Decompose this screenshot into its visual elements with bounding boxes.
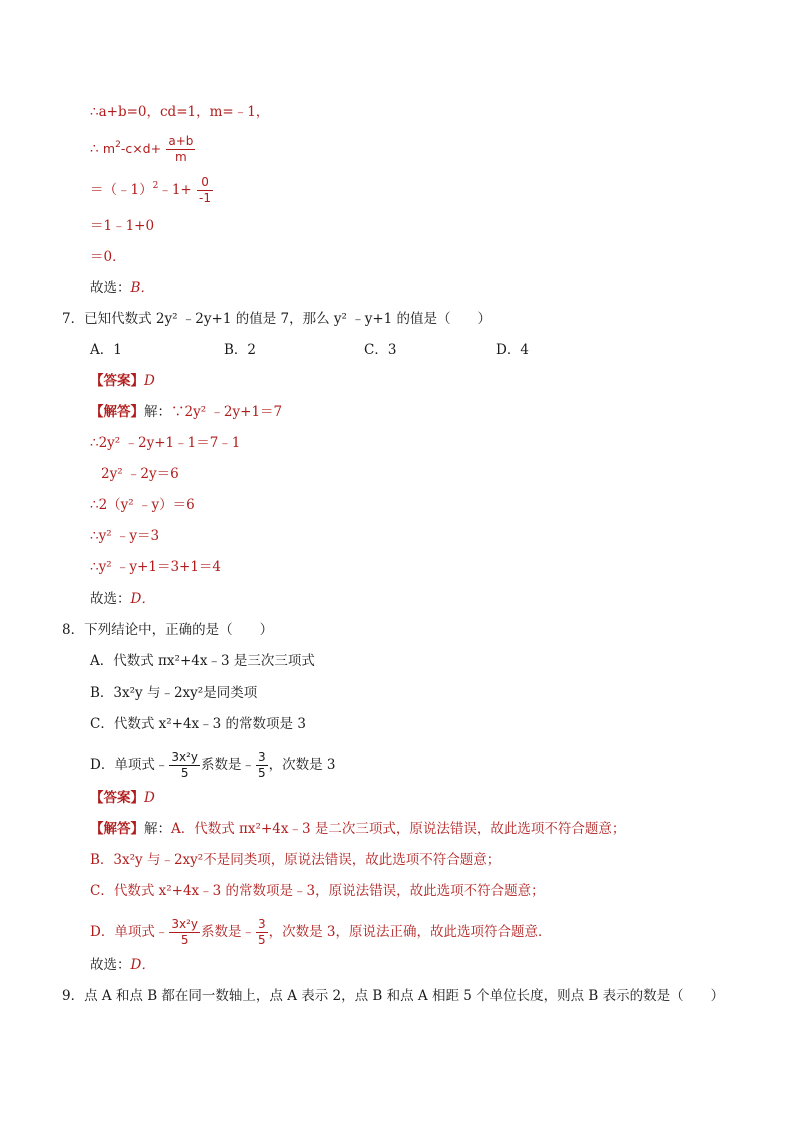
solution-prefix: 解： xyxy=(144,821,171,837)
option-d-middle: 系数是﹣ xyxy=(200,757,255,773)
expression-middle: -c×d+ xyxy=(120,141,162,156)
q7-solution-line-1 xyxy=(90,403,282,421)
q7-solution-line-5: ∴y² ﹣y＝3 xyxy=(90,528,160,544)
fraction-denominator: 5 xyxy=(257,766,266,780)
q8-solution-line-4 xyxy=(90,917,552,948)
choose-label: 故选： xyxy=(90,591,131,607)
fraction-zero-over-minus-one xyxy=(197,175,213,206)
therefore-symbol: ∴ xyxy=(90,141,99,157)
q7-solution-line-6: ∴y² ﹣y+1＝3+1＝4 xyxy=(90,559,222,575)
q7-option-a: A．1 xyxy=(90,342,122,358)
q9-stem: 9．点 A 和点 B 都在同一数轴上，点 A 表示 2，点 B 和点 A 相距 5 个单位长度，则点 B 表示的数是（ ） xyxy=(62,988,725,1004)
q8-solution-line-2: B．3x²y 与﹣2xy²不是同类项，原说法错误，故此选项不符合题意； xyxy=(90,852,501,868)
solution-d-middle: 系数是﹣ xyxy=(200,924,255,940)
exponent: 2 xyxy=(115,140,121,150)
solution-text: A．代数式 πx²+4x﹣3 是二次三项式，原说法错误，故此选项不符合题意； xyxy=(171,821,626,837)
term-m: m xyxy=(102,141,116,156)
q8-option-c: C．代数式 x²+4x﹣3 的常数项是 3 xyxy=(90,716,306,732)
answer-label: 【答案】 xyxy=(90,790,144,806)
prev-solution-line-2 xyxy=(90,134,196,165)
solution-label: 【解答】 xyxy=(90,404,144,420)
q8-stem: 8．下列结论中，正确的是（ ） xyxy=(62,622,274,638)
fraction-coefficient xyxy=(256,917,268,948)
q8-option-d xyxy=(90,750,336,781)
fraction-denominator: 5 xyxy=(180,766,189,780)
q7-choose-line xyxy=(90,590,155,608)
q8-option-b: B．3x²y 与﹣2xy²是同类项 xyxy=(90,685,258,701)
fraction-numerator: 3x²y xyxy=(171,750,198,764)
q8-answer-line xyxy=(90,789,155,807)
fraction-denominator: 5 xyxy=(257,933,266,947)
fraction-monomial xyxy=(169,750,200,781)
fraction-denominator: -1 xyxy=(199,191,211,205)
q8-choose-line xyxy=(90,956,155,974)
answer-value: D xyxy=(144,373,155,389)
q8-option-a: A．代数式 πx²+4x﹣3 是三次三项式 xyxy=(90,653,315,669)
solution-d-prefix: D．单项式﹣ xyxy=(90,924,169,940)
prev-choose-line xyxy=(90,279,154,297)
choose-answer: D． xyxy=(130,591,155,607)
fraction-numerator: 3x²y xyxy=(171,917,198,931)
fraction-a-plus-b-over-m xyxy=(166,134,195,165)
q8-solution-line-3: C．代数式 x²+4x﹣3 的常数项是﹣3，原说法错误，故此选项不符合题意； xyxy=(90,883,545,899)
fraction-numerator: 3 xyxy=(257,917,266,931)
q7-option-c: C．3 xyxy=(364,342,397,358)
q7-solution-line-4: ∴2（y² ﹣y）＝6 xyxy=(90,497,195,513)
fraction-denominator: m xyxy=(175,150,187,164)
fraction-numerator: 3 xyxy=(257,750,266,764)
fraction-numerator: 0 xyxy=(197,175,213,191)
option-d-suffix: ，次数是 3 xyxy=(268,757,336,773)
fraction-monomial xyxy=(169,917,200,948)
fraction-denominator: 5 xyxy=(180,933,189,947)
solution-prefix: 解： xyxy=(144,404,171,420)
q8-solution-line-1 xyxy=(90,820,625,838)
prev-solution-line-3 xyxy=(90,175,214,206)
fraction-coefficient xyxy=(256,750,268,781)
solution-d-suffix: ，次数是 3，原说法正确，故此选项符合题意． xyxy=(268,924,552,940)
choose-label: 故选： xyxy=(90,280,131,296)
q7-solution-line-2: ∴2y² ﹣2y+1﹣1＝7﹣1 xyxy=(90,435,241,451)
prev-solution-line-4: ＝1﹣1+0 xyxy=(90,218,155,234)
solution-label: 【解答】 xyxy=(90,821,144,837)
exponent: 2 xyxy=(152,181,159,191)
choose-answer: D． xyxy=(130,957,155,973)
q7-option-b: B．2 xyxy=(224,342,257,358)
q7-stem: 7．已知代数式 2y² ﹣2y+1 的值是 7，那么 y² ﹣y+1 的值是（ ） xyxy=(62,311,492,327)
q7-solution-line-3: 2y² ﹣2y＝6 xyxy=(101,466,179,482)
prev-solution-line-1: ∴a+b=0，cd=1，m=﹣1， xyxy=(90,104,270,120)
answer-label: 【答案】 xyxy=(90,373,144,389)
prev-solution-line-5: ＝0． xyxy=(90,249,126,265)
choose-label: 故选： xyxy=(90,957,131,973)
option-d-prefix: D．单项式﹣ xyxy=(90,757,169,773)
choose-answer: B． xyxy=(130,280,154,296)
fraction-numerator: a+b xyxy=(168,134,194,148)
q7-answer-line xyxy=(90,372,155,390)
answer-value: D xyxy=(144,790,155,806)
solution-text: ∵2y² ﹣2y+1＝7 xyxy=(171,404,283,420)
q7-option-d: D．4 xyxy=(496,342,529,358)
expression-start: ＝（﹣1） xyxy=(90,182,153,198)
expression-middle: ﹣1+ xyxy=(158,182,192,198)
